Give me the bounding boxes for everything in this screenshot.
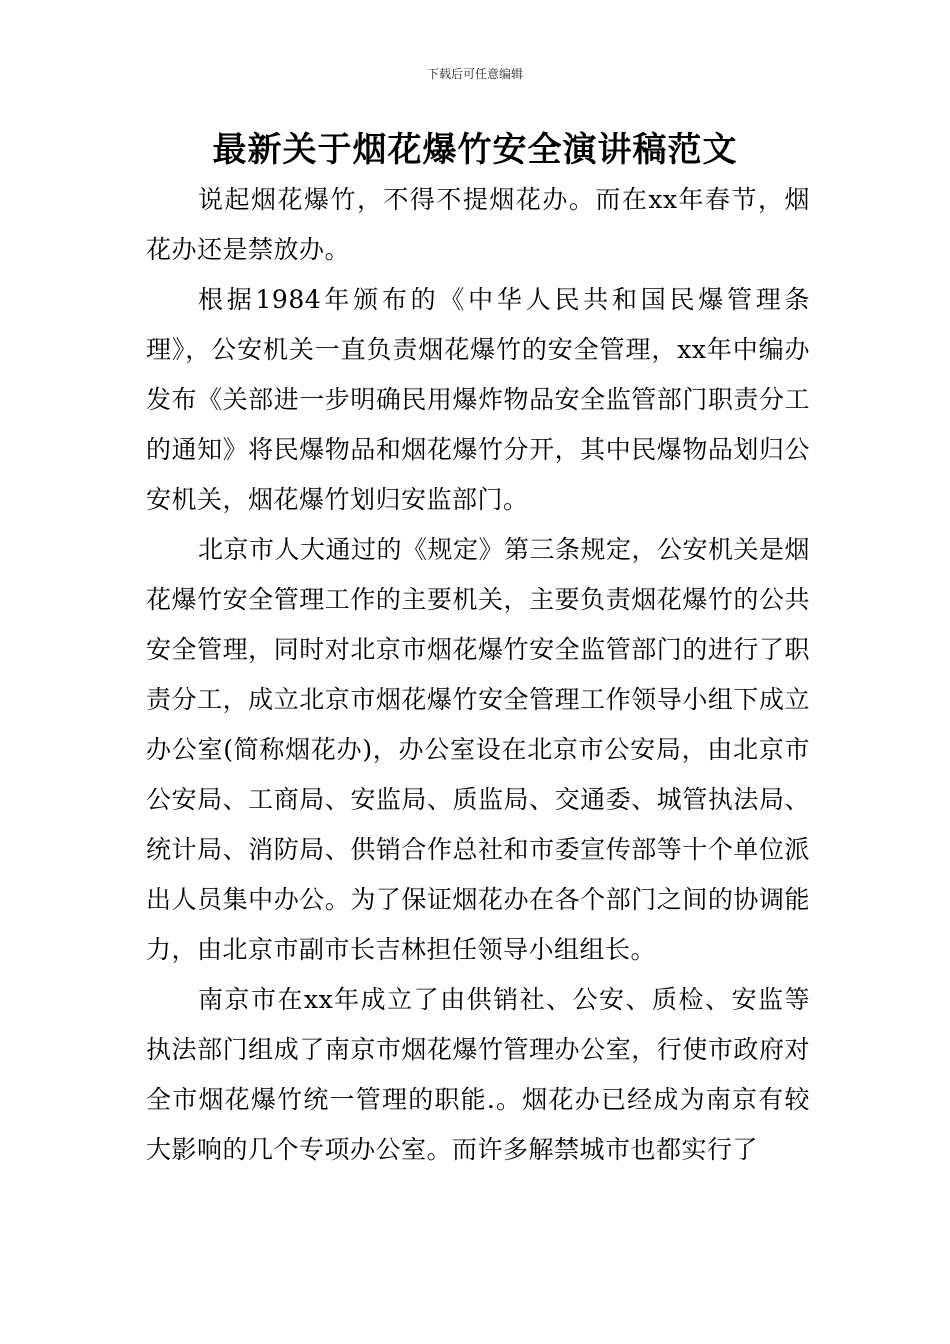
document-title: 最新关于烟花爆竹安全演讲稿范文 <box>212 130 738 170</box>
document-body <box>146 175 810 1175</box>
paragraph-2: 根据1984年颁布的《中华人民共和国民爆管理条理》，公安机关一直负责烟花爆竹的安全管理，xx年中编办发布《关部进一步明确民用爆炸物品安全监管部门职责分工的通知》将民爆物品和烟花爆竹分开，其中民爆物品划归公安机关，烟花爆竹划归安监部门。 <box>146 285 810 514</box>
paragraph-1: 说起烟花爆竹，不得不提烟花办。而在xx年春节，烟花办还是禁放办。 <box>146 185 810 264</box>
header-note: 下载后可任意编辑 <box>426 67 523 81</box>
paragraph-3: 北京市人大通过的《规定》第三条规定，公安机关是烟花爆竹安全管理工作的主要机关，主要负责烟花爆竹的公共安全管理，同时对北京市烟花爆竹安全监管部门的进行了职责分工，成立北京市烟花爆竹安全管理工作领导小组下成立办公室(简称烟花办)，办公室设在北京市公安局，由北京市公安局、工商局、安监局、质监局、交通委、城管执法局、统计局、消防局、供销合作总社和市委宣传部等十个单位派出人员集中办公。为了保证烟花办在各个部门之间的协调能力，由北京市副市长吉林担任领导小组组长。 <box>146 535 811 964</box>
paragraph-4: 南京市在xx年成立了由供销社、公安、质检、安监等执法部门组成了南京市烟花爆竹管理办公室，行使市政府对全市烟花爆竹统一管理的职能.。烟花办已经成为南京有较大影响的几个专项办公室。而许多解禁城市也都实行了 <box>146 985 810 1164</box>
